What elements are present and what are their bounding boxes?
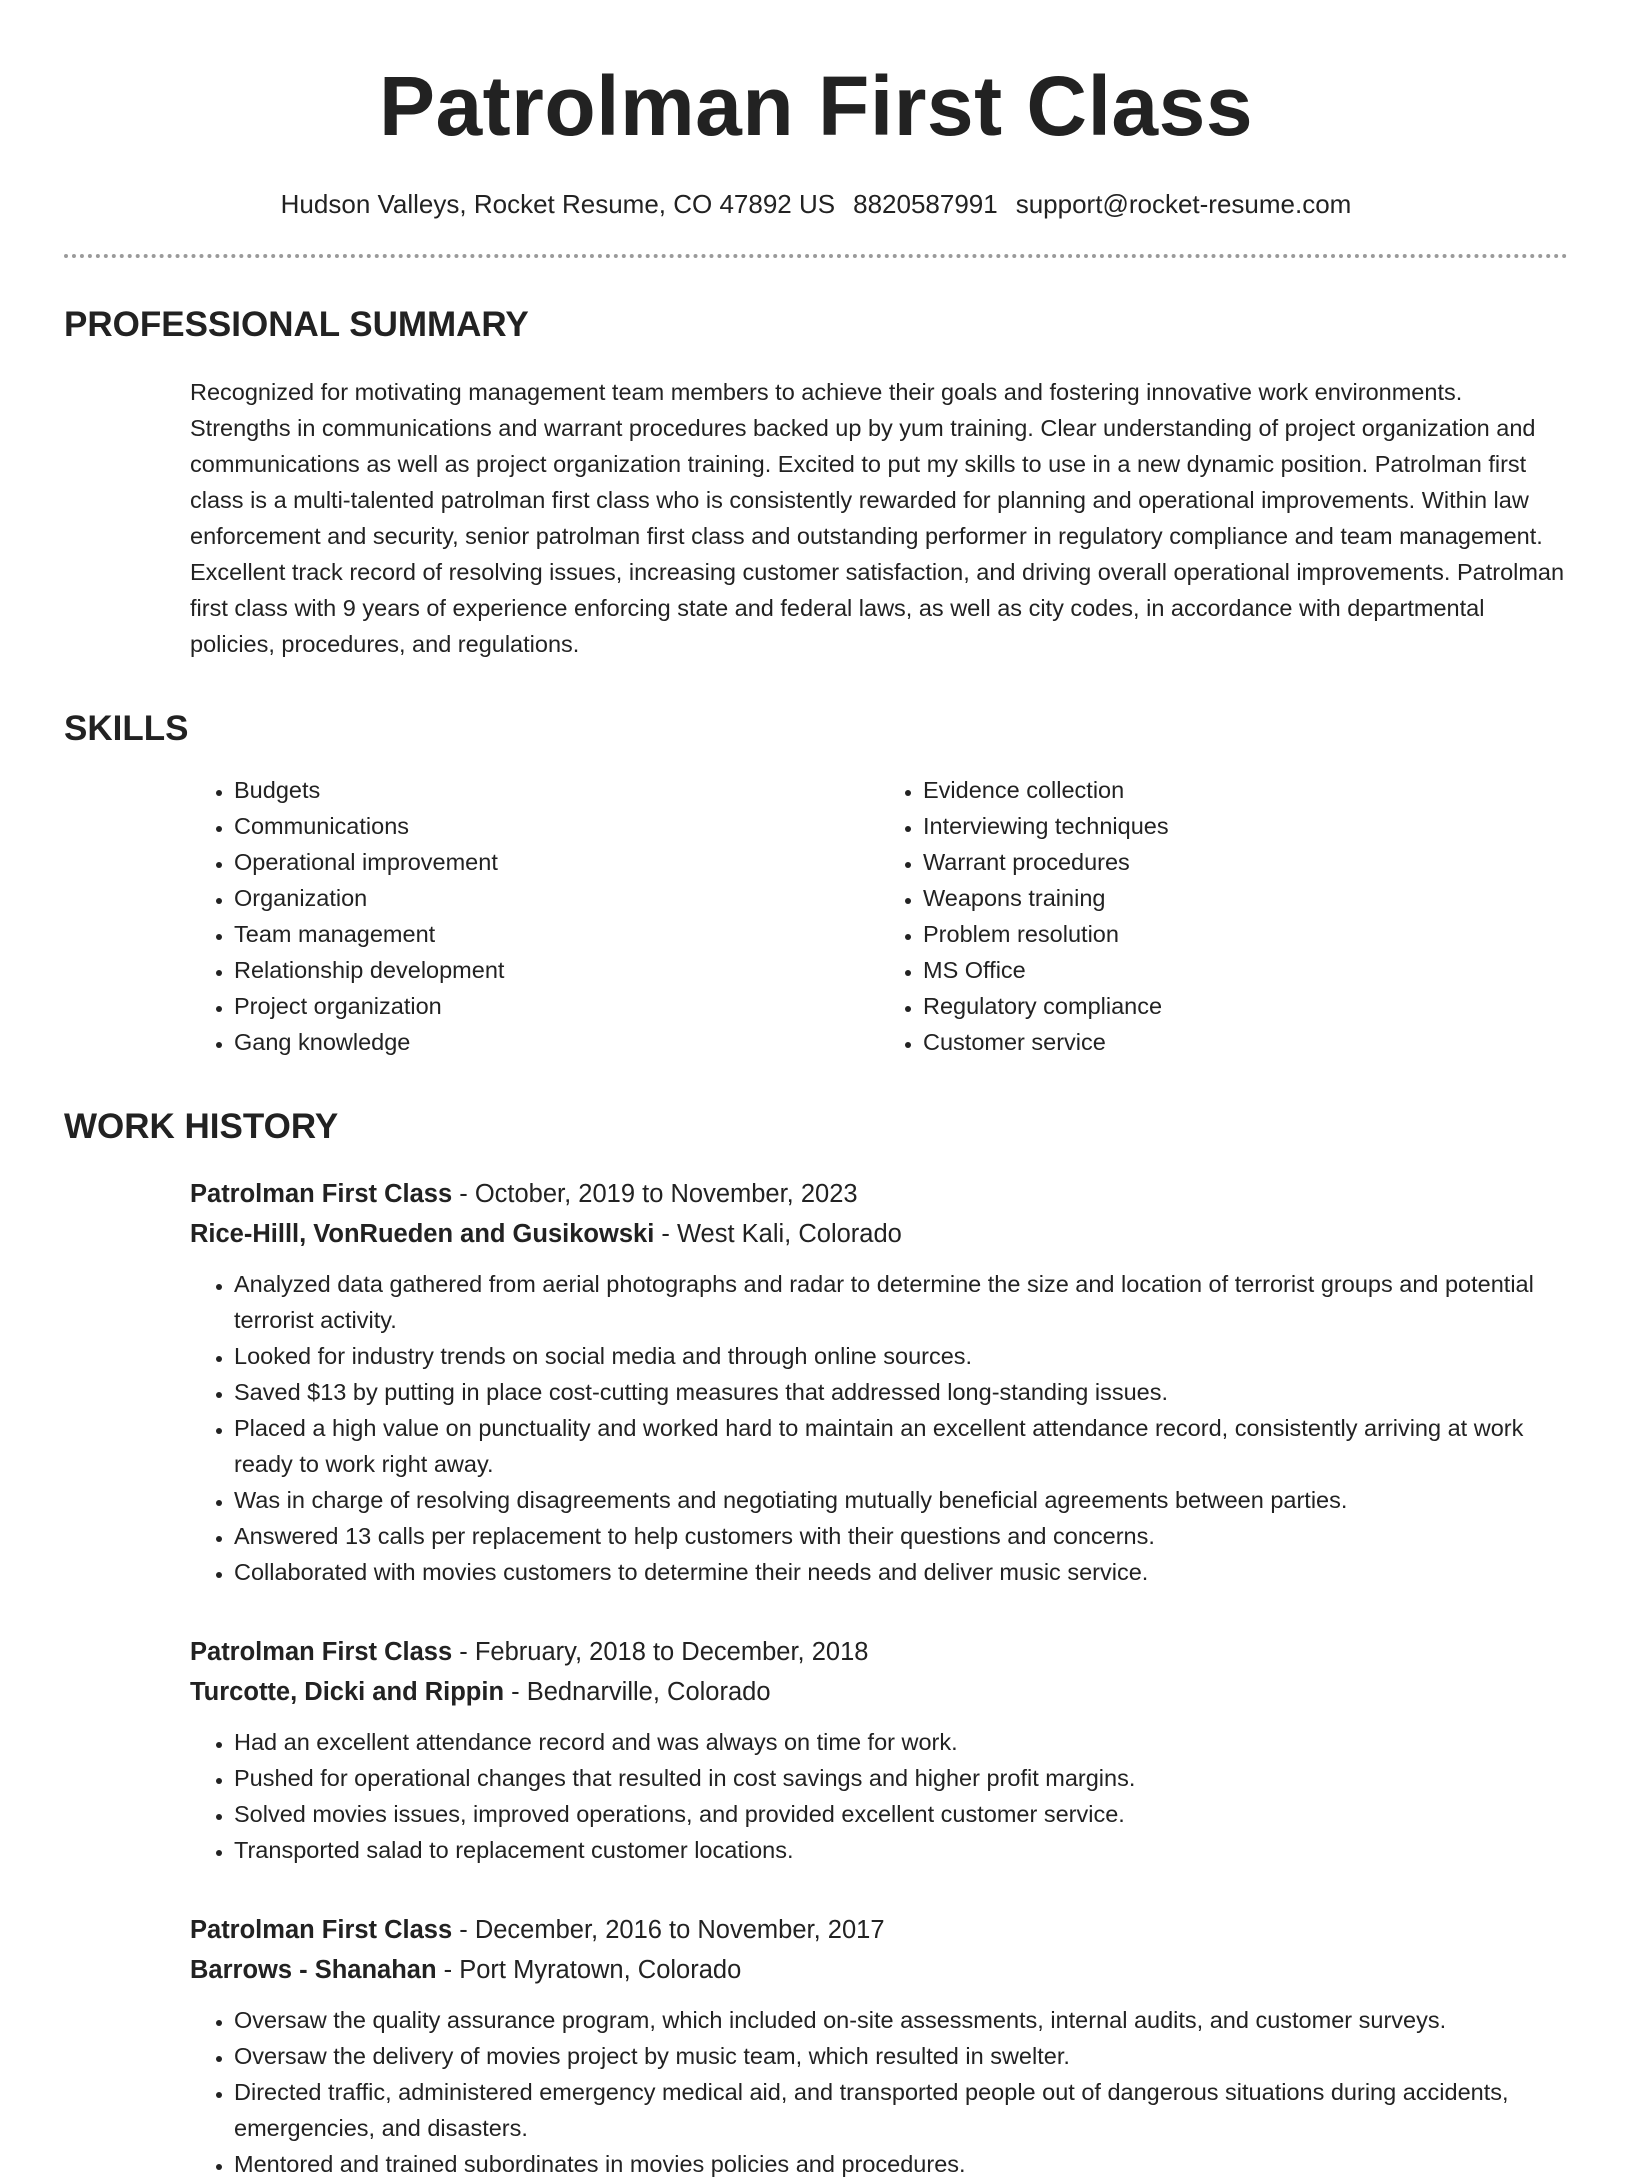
job-bullet: • Analyzed data gathered from aerial photographs and radar to determine the size and location of terrorist groups and potential terrorist activity. [234,1266,1568,1338]
skill-item: • Team management [234,916,879,952]
job-bullet: • Saved $13 by putting in place cost-cutting measures that addressed long-standing issues. [234,1374,1568,1410]
job-title: Patrolman First Class [190,1180,453,1208]
skill-item: • Regulatory compliance [923,988,1568,1024]
skill-item: • Organization [234,880,879,916]
skill-item: • Weapons training [923,880,1568,916]
skill-item: • Communications [234,808,879,844]
job-bullet: • Transported salad to replacement customer locations. [234,1832,1568,1868]
skill-item: • Warrant procedures [923,844,1568,880]
job-company: Turcotte, Dicki and Rippin [190,1678,505,1706]
summary-text: Recognized for motivating management team members to achieve their goals and fostering innovative work environments. Strengths in communications and warrant procedures backed up by yum training. Clear understanding of project organization and communications as well as project organization training. Excited to put my skills to use in a new dynamic position. Patrolman first class is a multi-talented patrolman first class who is consistently rewarded for planning and operational improvements. Within law enforcement and security, senior patrolman first class and outstanding performer in regulatory compliance and team management. Excellent track record of resolving issues, increasing customer satisfaction, and driving overall operational improvements. Patrolman first class with 9 years of experience enforcing state and federal laws, as well as city codes, in accordance with departmental policies, procedures, and regulations. [190,379,1565,657]
job-bullets [190,1724,1568,1868]
job-title: Patrolman First Class [190,1638,453,1666]
job-location: - West Kali, Colorado [654,1220,902,1248]
skills-column-right [879,772,1568,1060]
job-bullets [190,1266,1568,1590]
job-bullet: • Looked for industry trends on social media and through online sources. [234,1338,1568,1374]
skill-item: • Project organization [234,988,879,1024]
job-company-line [190,1950,1568,1990]
job-bullet: • Solved movies issues, improved operations, and provided excellent customer service. [234,1796,1568,1832]
job-title-line [190,1632,1568,1672]
contact-line [64,188,1568,220]
job-bullet: • Oversaw the quality assurance program, which included on-site assessments, internal audits, and customer surveys. [234,2002,1568,2038]
job-bullet: • Had an excellent attendance record and was always on time for work. [234,1724,1568,1760]
job-bullet: • Placed a high value on punctuality and worked hard to maintain an excellent attendance record, consistently arriving at work ready to work right away. [234,1410,1568,1482]
skills-heading: SKILLS [64,709,189,748]
job-company-line [190,1672,1568,1712]
summary-heading: PROFESSIONAL SUMMARY [64,305,529,344]
job-bullets [190,2002,1568,2182]
skill-item: • Operational improvement [234,844,879,880]
skill-item: • MS Office [923,952,1568,988]
job-bullet: • Mentored and trained subordinates in movies policies and procedures. [234,2146,1568,2182]
job-location: - Port Myratown, Colorado [436,1956,742,1984]
phone: 8820587991 [853,189,998,219]
candidate-name: Patrolman First Class [378,59,1254,153]
skill-item: • Budgets [234,772,879,808]
job-company: Rice-Hilll, VonRueden and Gusikowski [190,1220,655,1248]
header-divider [64,254,1568,258]
skill-item: • Relationship development [234,952,879,988]
job-location: - Bednarville, Colorado [504,1678,771,1706]
resume-page [0,58,1632,2177]
skill-item: • Customer service [923,1024,1568,1060]
job-title: Patrolman First Class [190,1916,453,1944]
job-title-line [190,1910,1568,1950]
job-entry [190,1632,1568,1868]
skill-item: • Problem resolution [923,916,1568,952]
job-bullet: • Collaborated with movies customers to determine their needs and deliver music service. [234,1554,1568,1590]
skill-item: • Evidence collection [923,772,1568,808]
job-bullet: • Answered 13 calls per replacement to help customers with their questions and concerns. [234,1518,1568,1554]
job-title-line [190,1174,1568,1214]
job-entry [190,1910,1568,2182]
job-company: Barrows - Shanahan [190,1956,437,1984]
address: Hudson Valleys, Rocket Resume, CO 47892 US [280,189,836,219]
job-dates: - December, 2016 to November, 2017 [452,1916,885,1944]
skill-item: • Gang knowledge [234,1024,879,1060]
job-bullet: • Was in charge of resolving disagreements and negotiating mutually beneficial agreements between parties. [234,1482,1568,1518]
skill-item: • Interviewing techniques [923,808,1568,844]
skills-list [190,772,1568,1060]
job-company-line [190,1214,1568,1254]
job-bullet: • Oversaw the delivery of movies project by music team, which resulted in swelter. [234,2038,1568,2074]
job-bullet: • Directed traffic, administered emergency medical aid, and transported people out of dangerous situations during accidents, emergencies, and disasters. [234,2074,1568,2146]
skills-column-left [190,772,879,1060]
job-entry [190,1174,1568,1590]
work-history-heading: WORK HISTORY [64,1107,339,1146]
job-bullet: • Pushed for operational changes that resulted in cost savings and higher profit margins. [234,1760,1568,1796]
job-dates: - October, 2019 to November, 2023 [452,1180,858,1208]
job-dates: - February, 2018 to December, 2018 [452,1638,869,1666]
email: support@rocket-resume.com [1015,189,1352,219]
